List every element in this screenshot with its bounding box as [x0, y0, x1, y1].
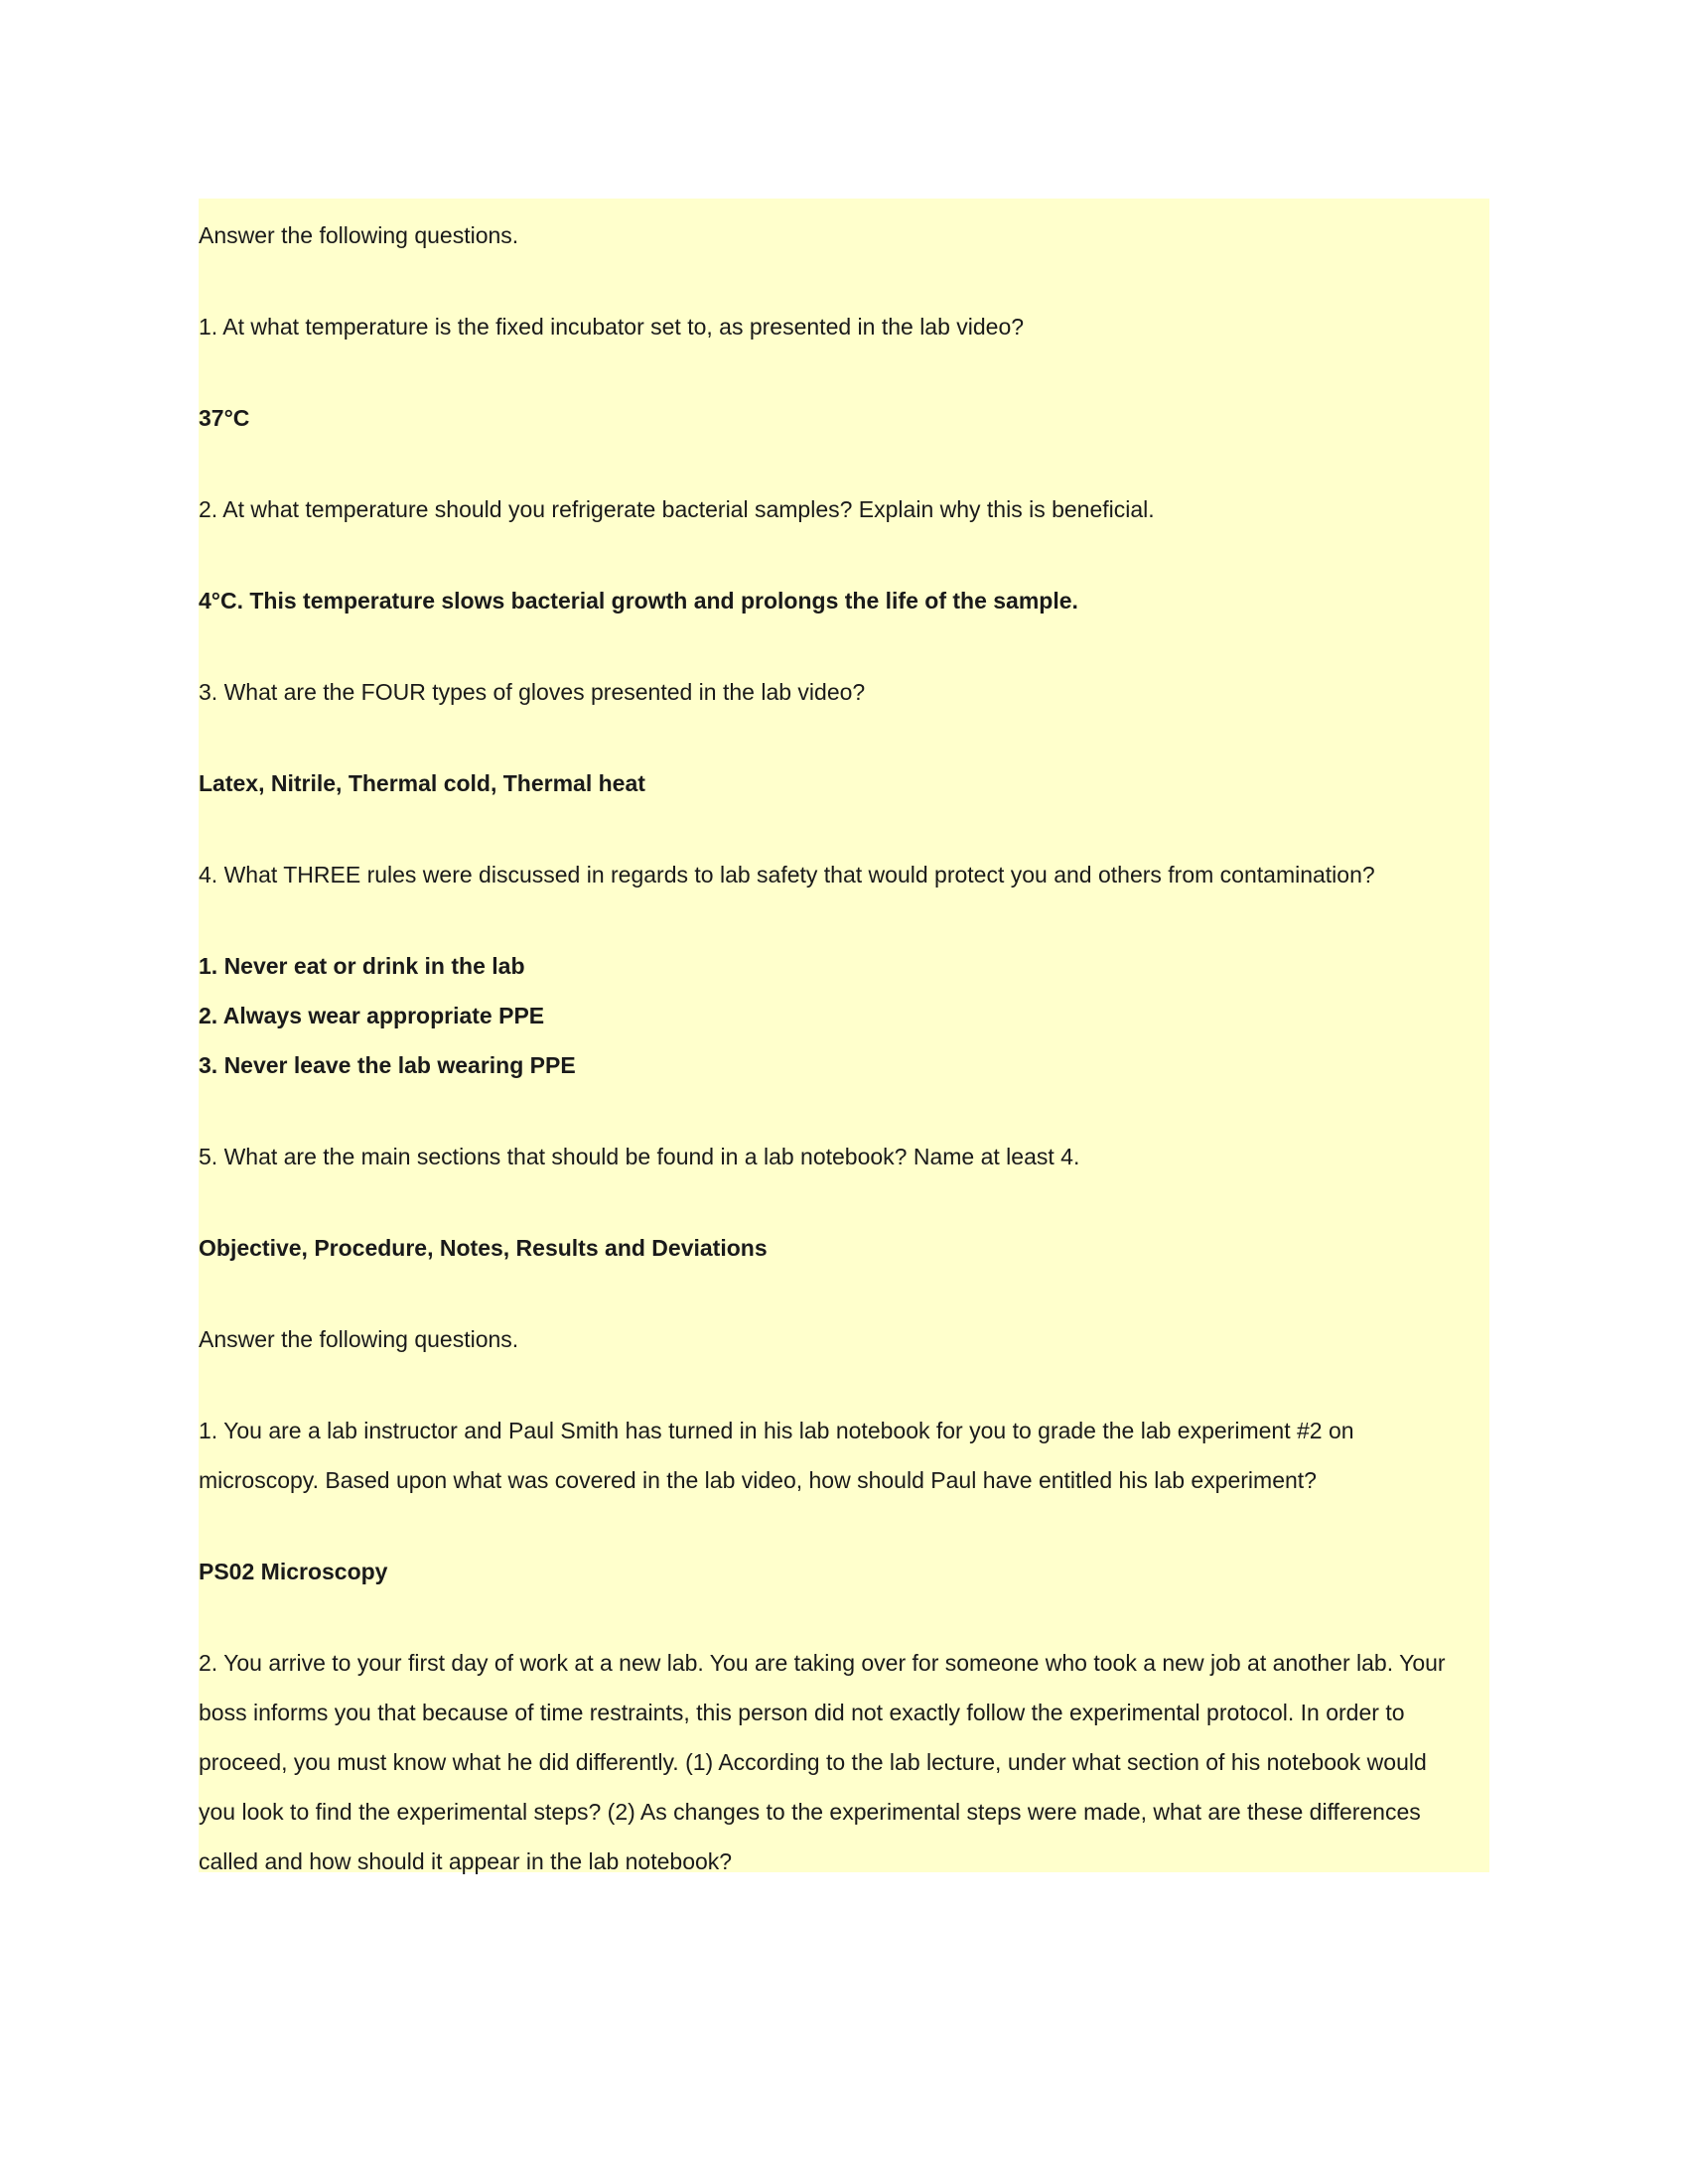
answer-4-rule-1: 1. Never eat or drink in the lab — [199, 953, 525, 979]
answer-3: Latex, Nitrile, Thermal cold, Thermal heat — [199, 770, 645, 796]
section2-question-1-line-2: microscopy. Based upon what was covered in the lab video, how should Paul have entitled his lab experiment? — [199, 1467, 1317, 1493]
answer-2: 4°C. This temperature slows bacterial growth and prolongs the life of the sample. — [199, 588, 1078, 614]
answer-4-rule-2: 2. Always wear appropriate PPE — [199, 1003, 545, 1028]
section2-answer-1: PS02 Microscopy — [199, 1559, 388, 1584]
section2-question-2-line-2: boss informs you that because of time restraints, this person did not exactly follow the experimental protocol. In order to — [199, 1700, 1405, 1725]
question-2: 2. At what temperature should you refrigerate bacterial samples? Explain why this is beneficial. — [199, 496, 1155, 522]
section2-question-2-line-4: you look to find the experimental steps? (2) As changes to the experimental steps were made, what are these differences — [199, 1799, 1421, 1825]
question-3: 3. What are the FOUR types of gloves presented in the lab video? — [199, 679, 866, 705]
section2-question-2-line-3: proceed, you must know what he did differently. (1) According to the lab lecture, under what section of his notebook would — [199, 1749, 1427, 1775]
answer-4-rule-3: 3. Never leave the lab wearing PPE — [199, 1052, 576, 1078]
section2-question-2-line-5: called and how should it appear in the lab notebook? — [199, 1848, 733, 1874]
question-5: 5. What are the main sections that should be found in a lab notebook? Name at least 4. — [199, 1144, 1080, 1169]
section2-question-1-line-1: 1. You are a lab instructor and Paul Smith has turned in his lab notebook for you to grade the lab experiment #2 on — [199, 1418, 1354, 1443]
section1-intro: Answer the following questions. — [199, 222, 519, 248]
section2-intro: Answer the following questions. — [199, 1326, 519, 1352]
question-4: 4. What THREE rules were discussed in regards to lab safety that would protect you and others from contamination? — [199, 862, 1375, 887]
answer-5: Objective, Procedure, Notes, Results and Deviations — [199, 1235, 768, 1261]
question-1: 1. At what temperature is the fixed incubator set to, as presented in the lab video? — [199, 314, 1025, 340]
section2-question-2-line-1: 2. You arrive to your first day of work at a new lab. You are taking over for someone who took a new job at another lab. Your — [199, 1650, 1446, 1676]
answer-1: 37°C — [199, 405, 250, 431]
